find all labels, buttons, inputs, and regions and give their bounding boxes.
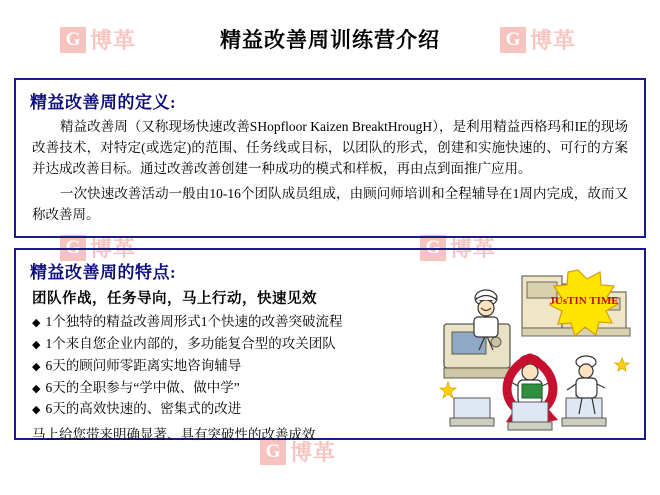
list-item-label: 6天的顾问师零距离实地咨询辅导: [45, 357, 242, 373]
diamond-bullet-icon: ◆: [32, 382, 41, 395]
watermark-text: 博革: [290, 440, 337, 465]
kaizen-workshop-illustration: [426, 262, 638, 444]
watermark-text: 博革: [450, 236, 497, 261]
features-heading: 精益改善周的特点:: [30, 263, 177, 282]
list-item-label: 6天的高效快速的、密集式的改进: [45, 401, 242, 417]
watermark-mark-icon: G: [260, 439, 286, 465]
diamond-bullet-icon: ◆: [32, 360, 41, 373]
list-item-label: 1个独特的精益改善周形式1个快速的改善突破流程: [45, 314, 343, 329]
features-closing-line: 马上给您带来明确显著、具有突破性的改善成效: [32, 427, 316, 443]
diamond-bullet-icon: ◆: [32, 317, 41, 329]
watermark-text: 博革: [90, 236, 137, 261]
watermark-text: 博革: [530, 28, 577, 53]
watermark-mark-icon: G: [60, 27, 86, 53]
watermark-mark-icon: G: [500, 27, 526, 53]
features-panel: [14, 248, 646, 443]
list-item-label: 6天的全职参与“学中做、做中学”: [45, 379, 240, 395]
illustration-label: JUsTIN TIME: [549, 295, 619, 307]
definition-heading: 精益改善周的定义:: [30, 93, 177, 112]
watermark-text: 博革: [90, 28, 137, 53]
page-title: 精益改善周训练营介绍: [220, 28, 440, 52]
features-subheading: 团队作战，任务导向，马上行动，快速见效: [32, 291, 317, 307]
diamond-bullet-icon: ◆: [32, 404, 41, 417]
list-item-label: 1个来自您企业内部的，多功能复合型的攻关团队: [45, 335, 336, 351]
definition-paragraph: 一次快速改善活动一般由10-16个团队成员组成，由顾问师培训和全程辅导在1周内完成，故而又称改善周。: [32, 185, 628, 222]
definition-paragraph: 精益改善周（又称现场快速改善SHopfloor Kaizen BreaktHrougH），是利用精益西格玛和IE的现场改善技术，对特定(或选定)的范围、任务线或目标，以团队的形式，创建和实施快速的、可行的方案并达成改善目标。通过改善改善创建一种成功的模式和样板，再由点到面推广应用。: [32, 119, 628, 176]
definition-panel: [14, 78, 646, 238]
watermark-mark-icon: G: [420, 235, 446, 261]
watermark-mark-icon: G: [60, 235, 86, 261]
diamond-bullet-icon: ◆: [32, 338, 41, 351]
